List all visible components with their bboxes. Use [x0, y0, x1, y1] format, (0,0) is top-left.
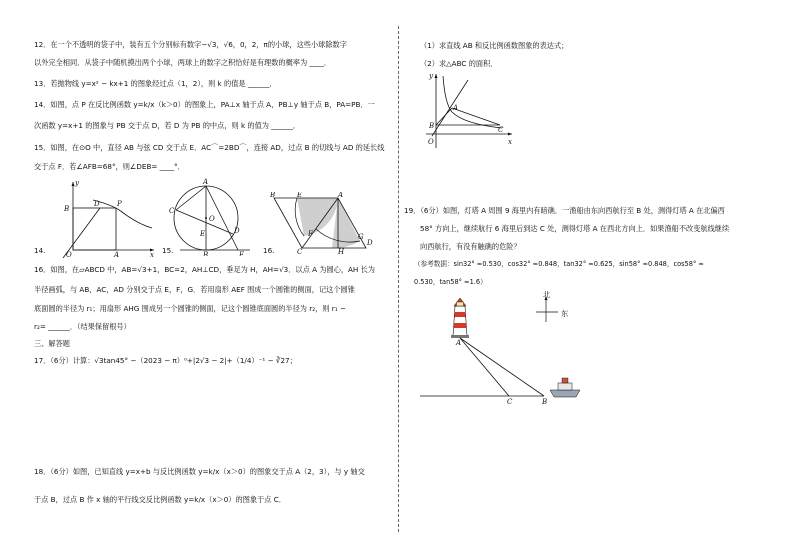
figure-14	[58, 178, 158, 258]
q13-text: 13．若抛物线 y=x² − kx+1 的图象经过点（1，2），则 k 的值是 ______．	[34, 79, 277, 88]
figure-14-number: 14.	[34, 246, 46, 255]
svg-text:D: D	[234, 227, 240, 235]
svg-text:x: x	[150, 251, 154, 258]
q18-part1: （1）求直线 AB 和反比例函数图象的表达式；	[420, 41, 569, 50]
svg-text:B: B	[64, 205, 70, 213]
q19-reference-line2: 0.530，tan58° ≈1.6）	[414, 278, 487, 286]
svg-text:A: A	[114, 251, 120, 258]
q12-line1: 12．在一个不透明的袋子中，装有五个分别标有数字−√3，√6，0，2，π的小球，这些小球除数字	[34, 40, 347, 49]
svg-text:D: D	[367, 239, 373, 247]
q16-line1: 16．如图，在▱ABCD 中，AB=√3+1，BC=2，AH⊥CD，垂足为 H，AH=√3．以点 A 为圆心，AH 长为	[34, 265, 375, 274]
compass-north-label: 北	[543, 290, 551, 299]
svg-text:C: C	[297, 248, 303, 254]
compass-icon	[536, 296, 558, 322]
figure-16-number: 16.	[263, 246, 275, 255]
svg-text:A: A	[338, 192, 344, 199]
q19-line1: 19．（6分）如图，灯塔 A 周围 9 海里内有暗礁．一渔船由东向西航行至 B 处，测得灯塔 A 在北偏西	[404, 206, 725, 215]
compass-east-label: 东	[561, 309, 569, 318]
q16-line3: 底面圆的半径为 r₁；用扇形 AHG 围成另一个圆锥的侧面，记这个圆锥底面圆的半径为 r₂，则 r₁ −	[34, 304, 346, 313]
svg-text:E: E	[297, 192, 303, 199]
svg-text:F: F	[239, 251, 244, 256]
column-divider	[398, 26, 399, 532]
svg-text:B: B	[203, 251, 209, 256]
svg-text:G: G	[358, 233, 364, 241]
q16-line4: r₂= ______．（结果保留根号）	[34, 322, 131, 331]
svg-text:C: C	[498, 126, 504, 134]
figure-16	[268, 192, 376, 254]
svg-text:D: D	[94, 200, 100, 208]
svg-text:P: P	[117, 200, 122, 208]
svg-text:x: x	[508, 138, 512, 146]
svg-text:B: B	[542, 398, 548, 406]
svg-text:C: C	[507, 398, 513, 406]
figure-15	[166, 176, 256, 256]
svg-text:B: B	[429, 122, 435, 130]
q15-line2: 交于点 F．若∠AFB=68°，则∠DEB= ____°．	[34, 162, 185, 171]
q19-line2: 58° 方向上，继续航行 6 海里后到达 C 处，测得灯塔 A 在西北方向上．如果渔船不改变航线继续	[420, 224, 730, 233]
ship-icon	[550, 378, 580, 397]
figure-18	[416, 70, 516, 150]
svg-text:E: E	[200, 230, 206, 238]
figure-19	[410, 288, 590, 408]
q14-line1: 14．如图，点 P 在反比例函数 y=k/x（k＞0）的图象上，PA⊥x 轴于点 A，PB⊥y 轴于点 B，PA=PB．一	[34, 100, 375, 109]
svg-text:y: y	[429, 72, 433, 80]
q16-line2: 半径画弧，与 AB，AC，AD 分别交于点 E，F，G．若用扇形 AEF 围成一个圆锥的侧面，记这个圆锥	[34, 285, 355, 294]
q18-line1: 18．（6分）如图，已知直线 y=x+b 与反比例函数 y=k/x（x＞0）的图象交于点 A（2，3），与 y 轴交	[34, 467, 365, 476]
q14-line2: 次函数 y=x+1 的图象与 PB 交于点 D，若 D 为 PB 的中点，则 k 的值为 ______．	[34, 121, 300, 130]
svg-text:A: A	[453, 104, 459, 112]
svg-text:y: y	[75, 179, 79, 187]
q19-reference-line1: （参考数据：sin32° ≈0.530，cos32° ≈0.848，tan32° ≈0.625，sin58° ≈0.848，cos58° ≈	[414, 260, 704, 268]
section-heading: 三、解答题	[34, 339, 70, 348]
q19-line3: 向西航行，有没有触礁的危险？	[420, 242, 521, 251]
svg-text:C: C	[169, 207, 175, 215]
svg-text:A: A	[456, 339, 462, 347]
svg-text:H: H	[338, 248, 345, 254]
lighthouse-icon	[451, 298, 469, 338]
svg-text:B: B	[270, 192, 276, 199]
svg-text:O: O	[209, 215, 215, 223]
svg-text:A: A	[203, 178, 209, 186]
q18-line2: 于点 B，过点 B 作 x 轴的平行线交反比例函数 y=k/x（x＞0）的图象于点 C．	[34, 495, 286, 504]
q17-text: 17．（6分）计算：√3tan45° −（2023 − π）⁰+|2√3 − 2|+（1/4）⁻¹ − ∛27；	[34, 356, 297, 365]
svg-text:O: O	[428, 138, 434, 146]
q15-line1: 15．如图，在⊙O 中，直径 AB 与弦 CD 交于点 E．AC⌒=2BD⌒，连接 AD，过点 B 的切线与 AD 的延长线	[34, 143, 385, 152]
figure-15-number: 15.	[162, 246, 174, 255]
q12-line2: 以外完全相同．从袋子中随机摸出两个小球，两球上的数字之积恰好是有理数的概率为 ____．	[34, 58, 331, 67]
svg-text:O: O	[66, 251, 72, 258]
svg-text:F: F	[308, 230, 313, 238]
q18-part2: （2）求△ABC 的面积．	[420, 59, 498, 68]
